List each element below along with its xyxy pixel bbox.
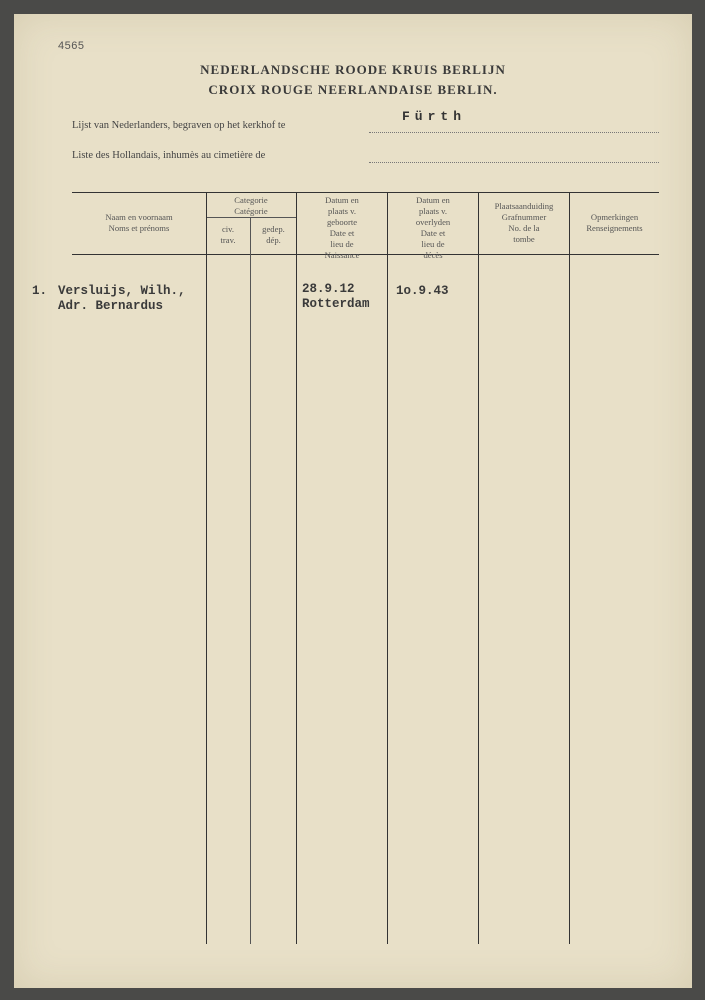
column-divider-1 (206, 192, 207, 944)
entry-name-line2: Adr. Bernardus (58, 299, 164, 313)
title-dutch: NEDERLANDSCHE ROODE KRUIS BERLIJN (200, 62, 506, 77)
cemetery-dotline-1 (369, 132, 659, 133)
column-divider-2 (296, 192, 297, 944)
header-grave: Plaatsaanduiding Grafnummer No. de la tombe (494, 201, 554, 244)
table-top-rule (72, 192, 659, 193)
column-divider-4 (478, 192, 479, 944)
entry-number: 1. (32, 284, 48, 298)
corner-mark: 4565 (58, 40, 85, 52)
title-french: CROIX ROUGE NEERLANDAISE BERLIN. (208, 82, 498, 97)
category-subrule (206, 217, 296, 218)
cemetery-dotline-2 (369, 162, 659, 163)
entry-name-line1: Versluijs, Wilh., (58, 284, 186, 298)
header-name: Naam en voornaam Noms et prénoms (105, 212, 173, 233)
header-category-civ: civ. trav. (220, 224, 236, 245)
cemetery-label-dutch: Lijst van Nederlanders, begraven op het kerkhof te (72, 120, 286, 131)
entry-birth-date: 28.9.12 (302, 282, 355, 296)
cemetery-label-french: Liste des Hollandais, inhumès au cimetière de (72, 150, 266, 161)
header-remarks: Opmerkingen Renseignements (586, 212, 643, 233)
header-category-gedep: gedep. dép. (262, 224, 285, 245)
entry-death-date: 1o.9.43 (396, 284, 449, 298)
header-birth: Datum en plaats v. geboorte Date et lieu de Naissance (324, 195, 360, 260)
header-category: Categorie Catégorie (234, 195, 268, 216)
header-death: Datum en plaats v. overlyden Date et lieu de décès (415, 195, 451, 260)
cemetery-value: Fürth (402, 109, 467, 124)
document-page (14, 14, 692, 988)
column-divider-category (250, 217, 251, 944)
entry-birth-place: Rotterdam (302, 297, 370, 311)
column-divider-5 (569, 192, 570, 944)
column-divider-3 (387, 192, 388, 944)
